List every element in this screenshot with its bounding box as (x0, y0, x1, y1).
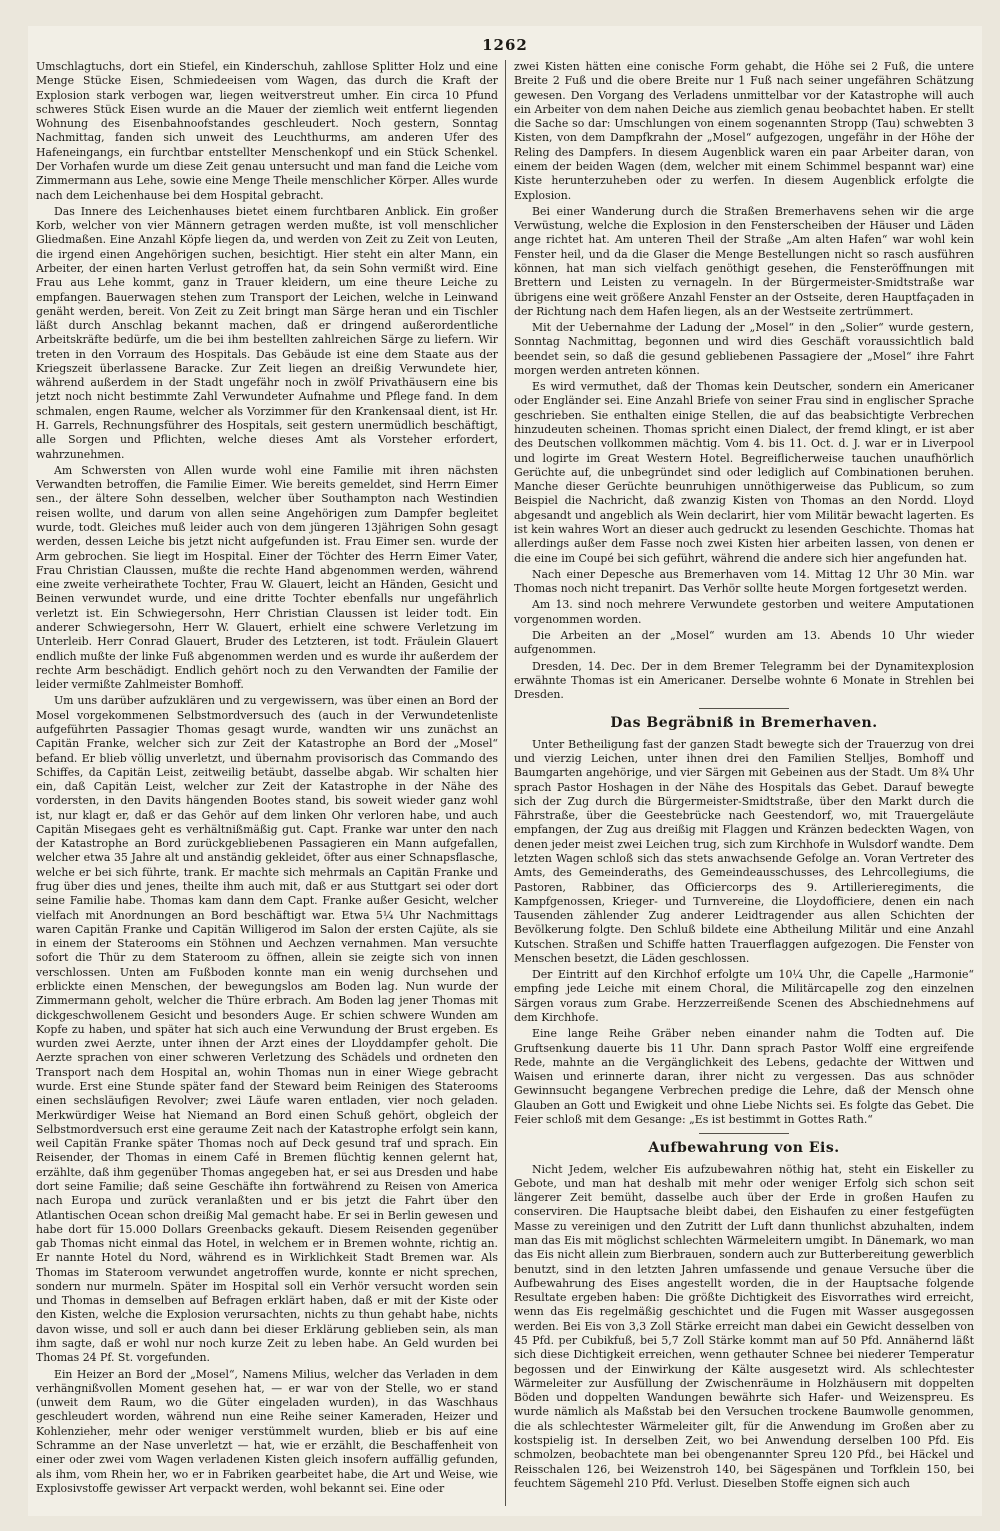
section-rule (699, 1133, 789, 1134)
article-paragraph: Die Arbeiten an der „Mosel“ wurden am 13. Abends 10 Uhr wieder aufgenommen. (514, 628, 974, 657)
section-rule (699, 708, 789, 709)
article-paragraph: zwei Kisten hätten eine conische Form gehabt, die Höhe sei 2 Fuß, die untere Breite 2 Fuß und die obere Breite nur 1 Fuß nach seiner ungefähren Schätzung gewesen. Den Vorgang des Verladens unmittelbar vor der Katastrophe will auch ein Arbeiter von dem nahen Deiche aus ziemlich genau beobachtet haben. Er stellt die Sache so dar: Umschlungen von einem sogenannten Stropp (Tau) schwebten 3 Kisten, von dem Dampfkrahn der „Mosel“ aufgezogen, ungefähr in der Höhe der Reling des Dampfers. In diesem Augenblick waren ein paar Arbeiter daran, von einem der beiden Wagen (dem, welcher mit einem Schimmel bespannt war) eine Kiste herunterzuheben oder zu werfen. In diesem Augenblick erfolgte die Explosion. (514, 60, 974, 202)
section-title-begraebniss: Das Begräbniß in Bremerhaven. (610, 715, 878, 732)
dateline-text: Der in dem Bremer Telegramm bei der Dynamitexplosion erwähnte Thomas ist ein Americaner. Derselbe wohnte 6 Monate in Strehlen bei Dresden. (514, 659, 974, 702)
article-paragraph: Umschlagtuchs, dort ein Stiefel, ein Kinderschuh, zahllose Splitter Holz und eine Menge Stücke Eisen, Schmiedeeisen vom Wagen, das durch die Kraft der Explosion stark verbogen war, liegen weitverstreut umher. Ein circa 10 Pfund schweres Stück Eisen wurde an die Mauer der ziemlich weit entfernt liegenden Wohnung des Eisenbahnoofstandes geschleudert. Noch gestern, Sonntag Nachmittag, fanden sich unweit des Leuchthurms, am anderen Ufer des Hafeneingangs, ein furchtbar entstellter Menschenkopf und ein Stück Schenkel. Der Vorhafen wurde um diese Zeit genau untersucht und man fand die Leiche vom Zimmermann aus Lehe, sowie eine Menge Theile menschlicher Körper. Alles wurde nach dem Leichenhause bei dem Hospital gebracht. (36, 60, 498, 202)
article-paragraph: Nach einer Depesche aus Bremerhaven vom 14. Mittag 12 Uhr 30 Min. war Thomas noch nicht trepanirt. Das Verhör sollte heute Morgen fortgesetzt werden. (514, 567, 974, 596)
right-column (514, 60, 974, 1506)
article-paragraph: Am Schwersten von Allen wurde wohl eine Familie mit ihren nächsten Verwandten betroffen, die Familie Eimer. Wie bereits gemeldet, sind Herrn Eimer sen., der ältere Sohn desselben, welcher über Southampton nach Westindien reisen wollte, und darum von allen seine Angehörigen zum Dampfer begleitet wurde, todt. Gleiches muß leider auch von dem jüngeren 13jährigen Sohn gesagt werden, dessen Leiche bis jetzt nicht aufgefunden ist. Frau Eimer sen. wurde der Arm gebrochen. Sie liegt im Hospital. Einer der Töchter des Herrn Eimer Vater, Frau Christian Claussen, mußte die rechte Hand abgenommen werden, während eine zweite verheirathete Tochter, Frau W. Glauert, leicht an Händen, Gesicht und Beinen verwundet wurde, und eine dritte Tochter ebenfalls nur ungefährlich verletzt ist. Ein Schwiegersohn, Herr Christian Claussen ist leider todt. Ein anderer Schwiegersohn, Herr W. Glauert, erhielt eine schwere Verletzung im Unterleib. Herr Conrad Glauert, Bruder des Letzteren, ist todt. Fräulein Glauert endlich mußte der linke Fuß abgenommen werden und es wurde ihr außerdem der rechte Arm beschädigt. Endlich gehört noch zu den Verwandten der Familie der leider vermißte Zahlmeister Bomhoff. (36, 463, 498, 692)
article-paragraph: Bei einer Wanderung durch die Straßen Bremerhavens sehen wir die arge Verwüstung, welche die Explosion in den Fensterscheiben der Häuser und Läden ange richtet hat. Am unteren Theil der Straße „Am alten Hafen“ war wohl kein Fenster heil, und da die Glaser die Menge Bestellungen nicht so rasch ausführen können, hat man sich vielfach genöthigt gesehen, die Fensteröffnungen mit Brettern und Leisten zu vernageln. In der Bürgermeister-Smidtstraße war übrigens eine weit größere Anzahl Fenster an der Ostseite, deren Hauptfaçaden in der Richtung nach dem Hafen liegen, als an der Westseite zertrümmert. (514, 204, 974, 318)
article-paragraph: Nicht Jedem, welcher Eis aufzubewahren nöthig hat, steht ein Eiskeller zu Gebote, und man hat deshalb mit mehr oder weniger Erfolg sich schon seit längerer Zeit bemüht, dasselbe auch über der Erde in großen Haufen zu conserviren. Die Hauptsache bleibt dabei, den Eishaufen zu einer festgefügten Masse zu vereinigen und den Zutritt der Luft dann thunlichst abzuhalten, indem man das Eis mit möglichst schlechten Wärmeleitern umgibt. In Dänemark, wo man das Eis nicht allein zum Bierbrauen, sondern auch zur Butterbereitung gewerblich benutzt, sind in den letzten Jahren umfassende und genaue Versuche über die Aufbewahrung des Eises angestellt worden, die in der Hauptsache folgende Resultate ergeben haben: Die größte Dichtigkeit des Eisvorrathes wird erreicht, wenn das Eis regelmäßig geschichtet und die Fugen mit Wasser ausgegossen werden. Bei Eis von 3,3 Zoll Stärke erreicht man dabei ein Gewicht desselben von 45 Pfd. per Cubikfuß, bei 5,7 Zoll Stärke kommt man auf 50 Pfd. Annähernd läßt sich diese Dichtigkeit erreichen, wenn gethauter Schnee bei niederer Temperatur begossen und der Einwirkung der Kälte ausgesetzt wird. Als schlechtester Wärmeleiter zur Ausfüllung der Zwischenräume in Holzhäusern mit doppelten Böden und doppelten Wandungen bewährte sich Hafer- und Weizenspreu. Es wurde nämlich als Maßstab bei den Versuchen trockene Baumwolle genommen, die als schlechtester Wärmeleiter gilt, für die Anwendung im Großen aber zu kostspielig ist. In derselben Zeit, wo bei Anwendung derselben 100 Pfd. Eis schmolzen, beobachtete man bei obengenannter Spreu 120 Pfd., bei Häckel und Reisschalen 126, bei Weizenstroh 140, bei Sägespänen und Torfklein 150, bei feuchtem Sägemehl 210 Pfd. Verlust. Dieselben Stoffe eignen sich auch (514, 1162, 974, 1490)
article-paragraph: Ein Heizer an Bord der „Mosel“, Namens Milius, welcher das Verladen in dem verhängnißvollen Moment gesehen hat, — er war von der Stelle, wo er stand (unweit dem Raum, wo die Güter eingeladen wurden), in das Waschhaus geschleudert worden, während nun eine Reihe seiner Kameraden, Heizer und Kohlenzieher, mehr oder weniger verstümmelt wurden, blieb er bis auf eine Schramme an der Nase unverletzt — hat, wie er erzählt, die Beschaffenheit von einer oder zwei vom Wagen verladenen Kisten gleich insofern auffällig gefunden, als ihm, vom Rhein her, wo er in Fabriken gearbeitet habe, die Art und Weise, wie Explosivstoffe gewisser Art verpackt werden, wohl bekannt sei. Eine oder (36, 1367, 498, 1495)
article-paragraph: Eine lange Reihe Gräber neben einander nahm die Todten auf. Die Gruftsenkung dauerte bis 11 Uhr. Dann sprach Pastor Wolff eine ergreifende Rede, mahnte an die Vergänglichkeit des Lebens, gedachte der Wittwen und Waisen und erinnerte daran, ihrer nicht zu vergessen. Das aus schnöder Gewinnsucht begangene Verbrechen predige die Lehre, daß der Mensch ohne Glauben an Gott und Ewigkeit und ohne Liebe Nichts sei. Es folgte das Gebet. Die Feier schloß mit dem Gesange: „Es ist bestimmt in Gottes Rath.“ (514, 1027, 974, 1127)
dateline-paragraph (514, 660, 974, 703)
article-paragraph: Unter Betheiligung fast der ganzen Stadt bewegte sich der Trauerzug von drei und vierzig Leichen, unter ihnen drei den Familien Stelljes, Bomhoff und Baumgarten angehörige, und vier Särgen mit Gebeinen aus der Stadt. Um 8¾ Uhr sprach Pastor Hoshagen in der Nähe des Hospitals das Gebet. Darauf bewegte sich der Zug durch die Bürgermeister-Smidtstraße, über den Markt durch die Fährstraße, über die Geestebrücke nach Geestendorf, wo, mit Trauergeläute empfangen, der Zug aus dreißig mit Flaggen und Kränzen bedeckten Wagen, von denen jeder meist zwei Leichen trug, sich zum Kirchhofe in Wulsdorf wandte. Dem letzten Wagen schloß sich das stets anwachsende Gefolge an. Voran Vertreter des Amts, des Gemeinderaths, des Gemeindeausschusses, des Lehrcollegiums, die Pastoren, Rabbiner, das Officiercorps des 9. Artillerieregiments, die Kampfgenossen, Krieger- und Turnvereine, die Lloydofficiere, denen ein nach Tausenden zählender Zug anderer Leidtragender aus allen Schichten der Bevölkerung folgte. Den Schluß bildete eine Abtheilung Militär und eine Anzahl Kutschen. Straßen und Schiffe hatten Trauerflaggen aufgezogen. Die Fenster von Menschen besetzt, die Läden geschlossen. (514, 737, 974, 965)
article-paragraph: Um uns darüber aufzuklären und zu vergewissern, was über einen an Bord der Mosel vorgekommenen Selbstmordversuch des (auch in der Verwundetenliste aufgeführten Passagier Thomas gesagt wurde, wandten wir uns zunächst an Capitän Franke, welcher sich zur Zeit der Katastrophe an Bord der „Mosel“ befand. Er blieb völlig unverletzt, und übernahm provisorisch das Commando des Schiffes, da Capitän Leist, zeitweilig betäubt, dasselbe abgab. Wir schalten hier ein, daß Capitän Leist, welcher zur Zeit der Katastrophe in der Nähe des vordersten, in den Davits hängenden Bootes stand, bis soweit wieder ganz wohl ist, nur klagt er, daß er das Gehör auf dem linken Ohr verloren habe, und auch Capitän Misegaes geht es verhältnißmäßig gut. Capt. Franke war unter den nach der Katastrophe an Bord zurückgebliebenen Passagieren ein Mann aufgefallen, welcher etwa 35 Jahre alt und anständig gekleidet, öfter aus einer Schnapsflasche, welche er bei sich führte, trank. Er machte sich mehrmals an Capitän Franke und frug über dies und jenes, theilte ihm auch mit, daß er aus Stuttgart sei oder dort seine Familie habe. Thomas kam dann dem Capt. Franke außer Gesicht, welcher vielfach mit Anordnungen an Bord beschäftigt war. Etwa 5¼ Uhr Nachmittags waren Capitän Franke und Capitän Willigerod im Salon der ersten Cajüte, als sie in einem der Staterooms ein Stöhnen und Aechzen vernahmen. Man versuchte sofort die Thür zu dem Stateroom zu öffnen, allein sie zeigte sich von innen verschlossen. Unten am Fußboden konnte man ein wenig durchsehen und erblickte einen Menschen, der bewegungslos am Boden lag. Nun wurde der Zimmermann geholt, welcher die Thüre erbrach. Am Boden lag jener Thomas mit dickgeschwollenem Gesicht und besonders Auge. Er schien schwere Wunden am Kopfe zu haben, und später hat sich auch eine Verwundung der Brust ergeben. Es wurden zwei Aerzte, unter ihnen der Arzt eines der Lloyddampfer geholt. Die Aerzte sprachen von einer schweren Verletzung des Schädels und ordneten den Transport nach dem Hospital an, wohin Thomas nun in einer Wiege gebracht wurde. Erst eine Stunde später fand der Steward beim Reinigen des Staterooms einen sechsläufigen Revolver; zwei Läufe waren entladen, vier noch geladen. Merkwürdiger Weise hat Niemand an Bord einen Schuß gehört, obgleich der Selbstmordversuch erst eine geraume Zeit nach der Katastrophe erfolgt sein kann, weil Capitän Franke später Thomas noch auf Deck gesund traf und sprach. Ein Reisender, der Thomas in einem Café in Bremen flüchtig kennen gelernt hat, erzählte, daß ihm gegenüber Thomas angegeben hat, er sei aus Dresden und habe dort seine Familie; daß seine Geschäfte ihn fortwährend zu Reisen von America nach Europa und zurück veranlaßten und er bis jetzt die Fahrt über den Atlantischen Ocean schon dreißig Mal gemacht habe. Er sei in Berlin gewesen und habe dort für 15.000 Dollars Greenbacks gekauft. Diesem Reisenden gegenüber gab Thomas nicht einmal das Hotel, in welchem er in Bremen wohnte, richtig an. Er nannte Hotel du Nord, während es in Wirklichkeit Stadt Bremen war. Als Thomas im Stateroom verwundet angetroffen wurde, konnte er nicht sprechen, sondern nur murmeln. Später im Hospital soll ein Verhör versucht worden sein und Thomas in demselben auf Befragen erklärt haben, daß er mit der Kiste oder den Kisten, welche die Explosion verursachten, nichts zu thun gehabt habe, nichts davon wisse, und soll er auch dann bei dieser Erklärung geblieben sein, als man ihm sagte, daß er wohl nur noch kurze Zeit zu leben habe. An Geld wurden bei Thomas 24 Pf. St. vorgefunden. (36, 694, 498, 1365)
section-title-eis: Aufbewahrung von Eis. (648, 1140, 840, 1157)
page-number: 1262 (482, 36, 528, 54)
dateline-place: Dresden, 14. Dec. (532, 659, 636, 673)
article-paragraph: Der Eintritt auf den Kirchhof erfolgte um 10¼ Uhr, die Capelle „Harmonie“ empfing jede Leiche mit einem Choral, die Militärcapelle zog den einzelnen Särgen voraus zum Grabe. Herzzerreißende Scenen des Abschiednehmens auf dem Kirchhofe. (514, 968, 974, 1025)
newspaper-page (28, 26, 982, 1516)
column-divider (505, 60, 506, 1506)
article-paragraph: Mit der Uebernahme der Ladung der „Mosel“ in den „Solier“ wurde gestern, Sonntag Nachmittag, begonnen und wird dies Geschäft voraussichtlich bald beendet sein, so daß die gesund gebliebenen Passagiere der „Mosel“ ihre Fahrt morgen werden antreten können. (514, 321, 974, 377)
article-paragraph: Am 13. sind noch mehrere Verwundete gestorben und weitere Amputationen vorgenommen worden. (514, 598, 974, 626)
article-paragraph: Das Innere des Leichenhauses bietet einem furchtbaren Anblick. Ein großer Korb, welcher von vier Männern getragen werden mußte, ist voll menschlicher Gliedmaßen. Eine Anzahl Köpfe liegen da, und werden von Zeit zu Zeit von Leuten, die irgend einen Angehörigen suchen, besichtigt. Hier steht ein alter Mann, ein Arbeiter, der einen harten Verlust getroffen hat, da sein Sohn vermißt wird. Eine Frau aus Lehe kommt, ganz in Trauer kleidern, um eine theure Leiche zu empfangen. Bauerwagen stehen zum Transport der Leichen, welche in Leinwand genäht werden, bereit. Von Zeit zu Zeit bringt man Särge heran und ein Tischler läßt durch Anschlag bekannt machen, daß er dringend außerordentliche Arbeitskräfte bedürfe, um die bei ihm bestellten zahlreichen Särge zu liefern. Wir treten in den Vorraum des Hospitals. Das Gebäude ist eine dem Staate aus der Kriegszeit überlassene Baracke. Zur Zeit liegen an dreißig Verwundete hier, während außerdem in der Stadt ungefähr noch in zwölf Privathäusern eine bis jetzt noch nicht bestimmte Zahl Verwundeter Aufnahme und Pflege fand. In dem schmalen, engen Raume, welcher als Vorzimmer für den Krankensaal dient, ist Hr. H. Garrels, Rechnungsführer des Hospitals, seit gestern unermüdlich beschäftigt, alle Sorgen und Pflichten, welche dieses Amt als Vorsteher erfordert, wahrzunehmen. (36, 204, 498, 461)
article-paragraph: Es wird vermuthet, daß der Thomas kein Deutscher, sondern ein Americaner oder Engländer sei. Eine Anzahl Briefe von seiner Frau sind in englischer Sprache geschrieben. Sie enthalten einige Stellen, die auf das beabsichtigte Verbrechen hinzudeuten scheinen. Thomas spricht einen Dialect, der fremd klingt, er ist aber des Deutschen vollkommen mächtig. Vom 4. bis 11. Oct. d. J. war er in Liverpool und logirte im Great Western Hotel. Begreiflicherweise tauchen unaufhörlich Gerüchte auf, die unbegründet sind oder lediglich auf Combinationen beruhen. Manche dieser Gerüchte beunruhigen unnöthigerweise das Publicum, so zum Beispiel die Nachricht, daß zwanzig Kisten von Thomas an den Nordd. Lloyd abgesandt und angeblich als Wein declarirt, hier vom Militär bewacht lagerten. Es ist kein wahres Wort an dieser auch gedruckt zu lesenden Geschichte. Thomas hat allerdings außer dem Fasse noch zwei Kisten hier arbeiten lassen, von denen er die eine im Coupé bei sich geführt, während die andere sich hier angefunden hat. (514, 380, 974, 565)
left-column (36, 60, 498, 1506)
